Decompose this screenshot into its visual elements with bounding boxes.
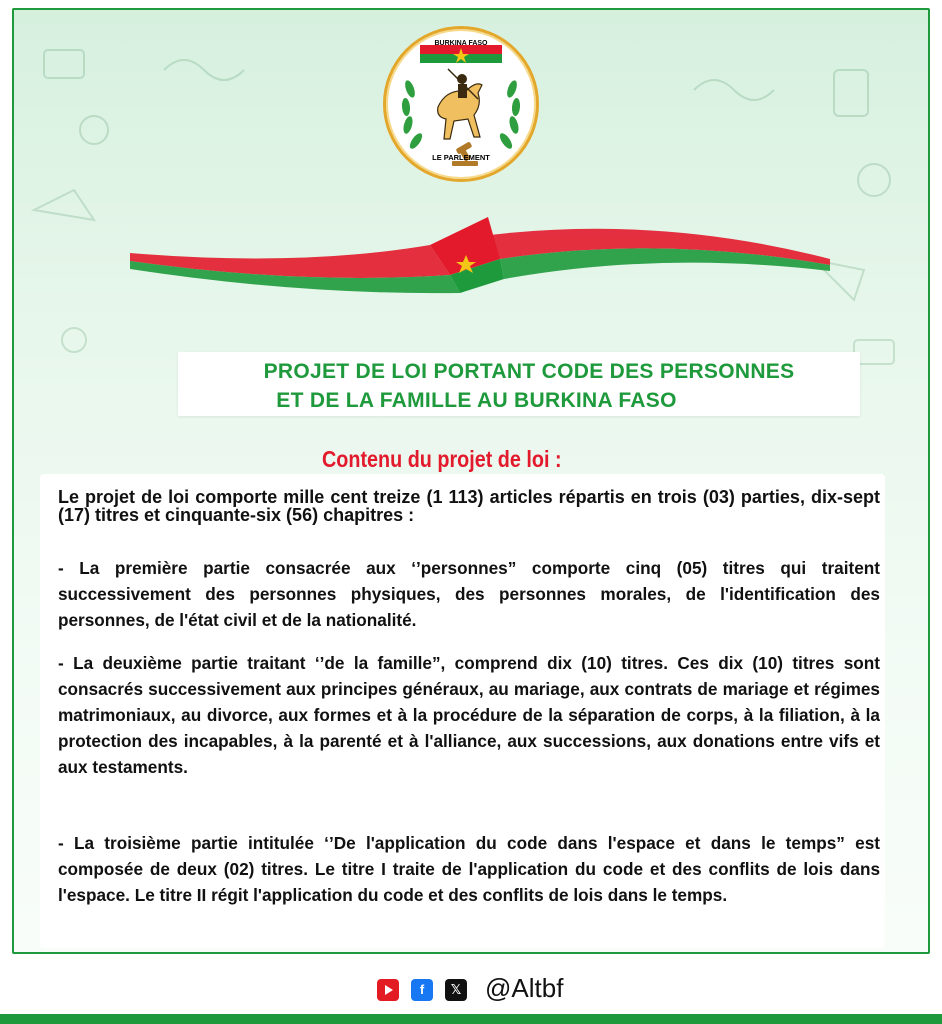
title-line-2: ET DE LA FAMILLE AU BURKINA FASO	[276, 389, 677, 412]
parliament-emblem	[383, 26, 539, 182]
bottom-green-bar	[0, 1014, 942, 1024]
x-icon[interactable]: 𝕏	[445, 979, 467, 1001]
section-subtitle: Contenu du projet de loi :	[322, 446, 562, 472]
part-three-paragraph: - La troisième partie intitulée ‘’De l'application du code dans l'espace et dans le temps” est composée de deux (02) titres. Le titre I traite de l'application du code et des conflits de lois dans l'espace. Le titre II régit l'application du code et des conflits de lois dans le temps.	[58, 833, 880, 905]
youtube-icon[interactable]	[377, 979, 399, 1001]
social-handle[interactable]: @Altbf	[485, 973, 564, 1003]
emblem-institution-label: LE PARLEMENT	[432, 153, 490, 162]
flag-ribbon	[120, 215, 840, 295]
intro-paragraph: Le projet de loi comporte mille cent treize (1 113) articles répartis en trois (03) parties, dix-sept (17) titres et cinquante-six (56) chapitres :	[58, 487, 880, 525]
part-two-paragraph: - La deuxième partie traitant ‘’de la famille”, comprend dix (10) titres. Ces dix (10) titres sont consacrés successivement aux principes généraux, au mariage, aux contrats de mariage et régimes matrimoniaux, au divorce, aux formes et à la procédure de la séparation de corps, à la filiation, à la protection des incapables, à la parenté et à l'alliance, aux successions, aux donations entre vifs et aux testaments.	[58, 653, 880, 777]
title-banner	[178, 352, 860, 416]
emblem-country-label: BURKINA FASO	[434, 40, 488, 47]
facebook-icon[interactable]: f	[411, 979, 433, 1001]
part-one-paragraph: - La première partie consacrée aux ‘’personnes” comporte cinq (05) titres qui traitent successivement des personnes physiques, des personnes morales, de l'identification des personnes, de l'état civil et de la nationalité.	[58, 558, 880, 630]
title-line-1: PROJET DE LOI PORTANT CODE DES PERSONNES	[263, 360, 795, 383]
